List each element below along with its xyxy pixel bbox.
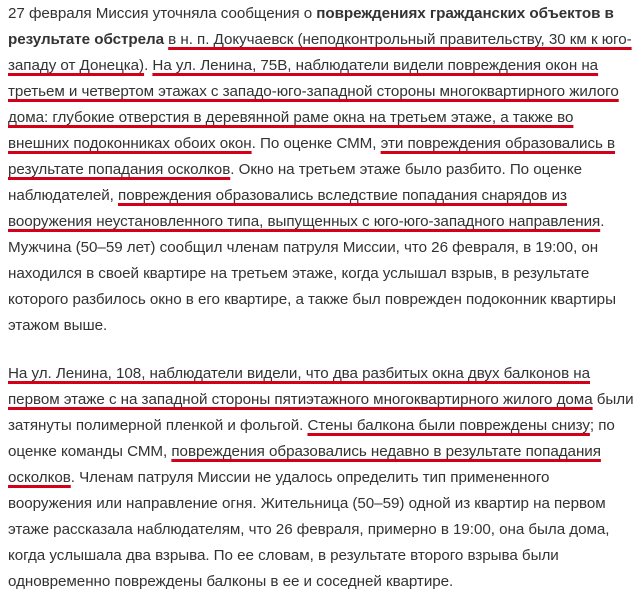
underlined-phrase: На ул. Ленина, 75В, наблюдатели видели повреждения окон на третьем и четвертом этажах с западо-юго-западной стороны многоквартирного жилого дома: глубокие отверстия в деревянной раме окна на третьем этаже, а также во внешних подоконниках обоих окон <box>8 57 619 152</box>
paragraph-2 <box>8 361 636 595</box>
underlined-phrase: эти повреждения образовались в результате попадания осколков <box>8 135 616 178</box>
underlined-phrase: повреждения образовались вследствие попадания снарядов из вооружения неустановленного типа, выпущенных с юго-юго-западного направления <box>8 187 601 230</box>
text-segment: . <box>144 57 153 74</box>
article-body <box>8 0 636 595</box>
bold-phrase: повреждениях гражданских объектов в результате обстрела <box>8 5 614 48</box>
text-segment: были затянуты полимерной пленкой и фольгой. <box>8 391 634 434</box>
underlined-phrase: Стены балкона были повреждены снизу <box>307 417 590 434</box>
text-segment: . По оценке СММ, <box>251 135 381 152</box>
text-segment: 27 февраля Миссия уточняла сообщения о <box>8 5 317 22</box>
text-segment: ; по оценке команды СММ, <box>8 417 615 460</box>
text-segment: . Членам патруля Миссии не удалось определить тип примененного вооружения или направление огня. Жительница (50–59) одной из квартир на первом этаже рассказала наблюдателям, что 26 февраля, примерно в 19:00, она была дома, когда услышала два взрыва. По ее словам, в результате второго взрыва были одновременно повреждены балконы в ее и соседней квартире. <box>8 469 610 590</box>
paragraph-1 <box>8 0 636 339</box>
underlined-phrase: На ул. Ленина, 108, наблюдатели видели, что два разбитых окна двух балконов на первом этаже с на западной стороны пятиэтажного многоквартирного жилого дома <box>8 365 593 408</box>
text-segment: . Мужчина (50–59 лет) сообщил членам патруля Миссии, что 26 февраля, в 19:00, он находился в своей квартире на третьем этаже, когда услышал взрыв, в результате которого разбилось окно в его квартире, а также был поврежден подоконник квартиры этажом выше. <box>8 213 616 334</box>
underlined-phrase: в н. п. Докучаевск (неподконтрольный правительству, 30 км к юго-западу от Донецка) <box>8 31 632 74</box>
underlined-phrase: повреждения образовались недавно в результате попадания осколков <box>8 443 601 486</box>
text-segment: . Окно на третьем этаже было разбито. По оценке наблюдателей, <box>8 161 583 204</box>
